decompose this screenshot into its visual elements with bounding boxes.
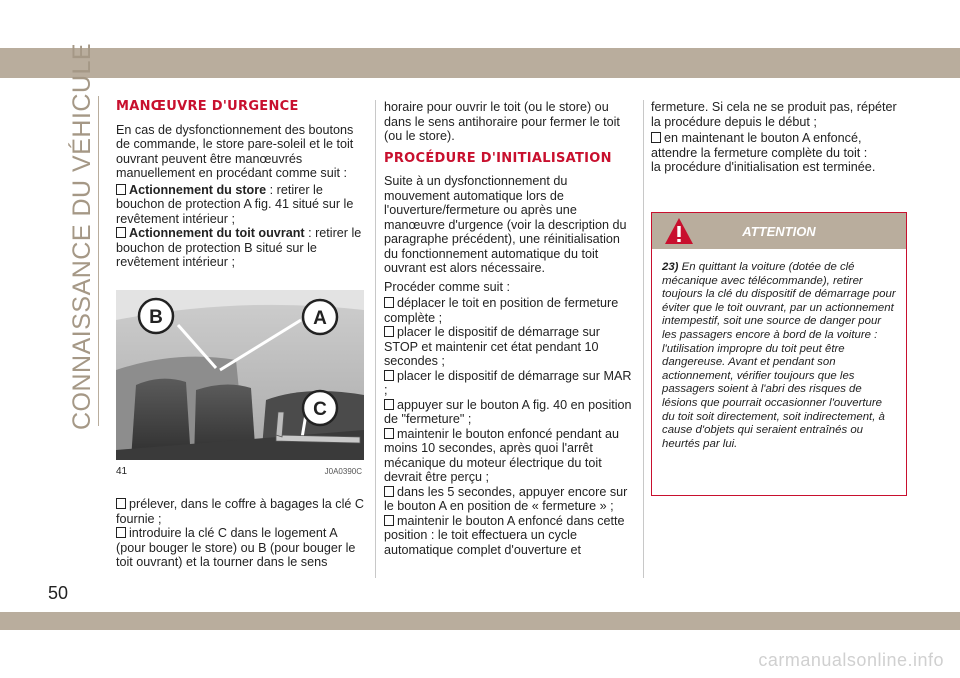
list-item: [116, 226, 366, 270]
intro-initialisation: Suite à un dysfonctionnement du mouvement automatique lors de l'ouverture/fermeture ou après une manœuvre d'urgence (voir la description du paragraphe précédent), une réinitialisation du fonctionnement automatique du toit ouvrant est alors nécessaire.: [384, 174, 627, 275]
list-item: [116, 526, 366, 570]
warning-number: 23): [662, 261, 679, 273]
checkbox-bullet-icon: [384, 515, 394, 526]
list-item: [384, 325, 634, 369]
page-number: 50: [48, 583, 69, 603]
header-band: [0, 48, 960, 78]
warning-text: En quittant la voiture (dotée de clé mécanique avec télécommande), retirer toujours la clé du dispositif de démarrage pour éviter que le toit ouvrant, par un actionnement intempestif, soit une source de danger pour les passagers encore à bord de la voiture : l'utilisation impropre du toit peut être dangereuse. Avant et pendant son actionnement, vérifier toujours que les passagers soient à l'abri des risques de lésions que pourrait occasionner l'ouverture du toit soit directement, soit indirectement, à cause d'objets qui seraient entraînés ou heurtés par lui.: [662, 261, 896, 450]
section-side-title: CONNAISSANCE DU VÉHICULE: [68, 42, 96, 430]
column-divider: [375, 100, 376, 578]
checkbox-bullet-icon: [384, 326, 394, 337]
column-divider: [643, 100, 644, 578]
warning-header: [652, 213, 906, 249]
watermark-text: carmanualsonline.info: [758, 650, 944, 670]
list-item: [384, 485, 634, 514]
closing-text: la procédure d'initialisation est terminée.: [651, 160, 876, 174]
item-text: prélever, dans le coffre à bagages la clé C fournie ;: [116, 497, 364, 526]
list-item: [116, 183, 366, 227]
list-item: [384, 369, 634, 398]
checkbox-bullet-icon: [384, 370, 394, 381]
continued-text: horaire pour ouvrir le toit (ou le store) ou dans le sens antihoraire pour fermer le toit (ou le store).: [384, 100, 620, 143]
column-1-lower: [116, 497, 366, 570]
checkbox-bullet-icon: [384, 428, 394, 439]
item-text: : retirer le bouchon de protection B situé sur le revêtement intérieur ;: [116, 226, 362, 269]
figure-label-a: A: [313, 308, 327, 329]
list-item: [384, 427, 634, 485]
item-text: dans les 5 secondes, appuyer encore sur le bouton A en position de « fermeture » ;: [384, 484, 628, 513]
list-item: [384, 398, 634, 427]
figure-41: [116, 290, 364, 450]
list-item: [384, 296, 634, 325]
side-divider: [98, 96, 99, 426]
item-text: placer le dispositif de démarrage sur STOP et maintenir cet état pendant 10 secondes ;: [384, 325, 601, 368]
list-item: [651, 131, 907, 160]
checkbox-bullet-icon: [384, 399, 394, 410]
heading-initialisation: PROCÉDURE D'INITIALISATION: [384, 150, 612, 166]
checkbox-bullet-icon: [384, 297, 394, 308]
warning-body: [652, 249, 906, 451]
figure-number: 41: [116, 466, 128, 477]
warning-title: ATTENTION: [742, 224, 816, 239]
checkbox-bullet-icon: [116, 227, 126, 238]
column-2: [384, 100, 634, 557]
warning-box: [651, 212, 907, 496]
checkbox-bullet-icon: [116, 498, 126, 509]
column-3: [651, 100, 907, 177]
item-text: maintenir le bouton enfoncé pendant au moins 10 secondes, après quoi l'arrêt mécanique du moteur électrique du toit devrait être perçu ;: [384, 426, 619, 484]
continued-text: fermeture. Si cela ne se produit pas, répéter la procédure depuis le début ;: [651, 100, 897, 129]
item-text: introduire la clé C dans le logement A (pour bouger le store) ou B (pour bouger le toit ouvrant) et la tourner dans le sens: [116, 526, 356, 569]
footer-band: [0, 612, 960, 630]
checkbox-bullet-icon: [384, 486, 394, 497]
list-item: [384, 514, 634, 558]
checkbox-bullet-icon: [116, 527, 126, 538]
item-text: en maintenant le bouton A enfoncé, attendre la fermeture complète du toit :: [651, 131, 868, 160]
checkbox-bullet-icon: [651, 132, 661, 143]
roof-figure-image: [116, 290, 364, 460]
proceed-text: Procéder comme suit :: [384, 279, 510, 294]
heading-emergency: MANŒUVRE D'URGENCE: [116, 99, 299, 114]
item-label: Actionnement du toit ouvrant: [129, 226, 305, 240]
figure-code: J0A0390C: [324, 467, 362, 476]
item-text: placer le dispositif de démarrage sur MAR ;: [384, 368, 632, 397]
intro-emergency: En cas de dysfonctionnement des boutons de commande, le store pare-soleil et le toit ouvrant peuvent être manœuvrés manuellement en procédant comme suit :: [116, 122, 354, 180]
figure-caption: [116, 466, 364, 478]
figure-label-c: C: [313, 399, 327, 420]
list-item: [116, 497, 366, 526]
top-margin: [0, 0, 960, 20]
figure-label-b: B: [149, 307, 163, 328]
checkbox-bullet-icon: [116, 184, 126, 195]
item-text: maintenir le bouton A enfoncé dans cette position : le toit effectuera un cycle automatique complet d'ouverture et: [384, 513, 625, 557]
item-label: Actionnement du store: [129, 182, 267, 197]
item-text: appuyer sur le bouton A fig. 40 en position de "fermeture" ;: [384, 397, 632, 426]
item-text: : retirer le bouchon de protection A fig. 41 situé sur le revêtement intérieur ;: [116, 182, 354, 226]
column-1: [116, 100, 366, 270]
item-text: déplacer le toit en position de fermeture complète ;: [384, 296, 619, 325]
